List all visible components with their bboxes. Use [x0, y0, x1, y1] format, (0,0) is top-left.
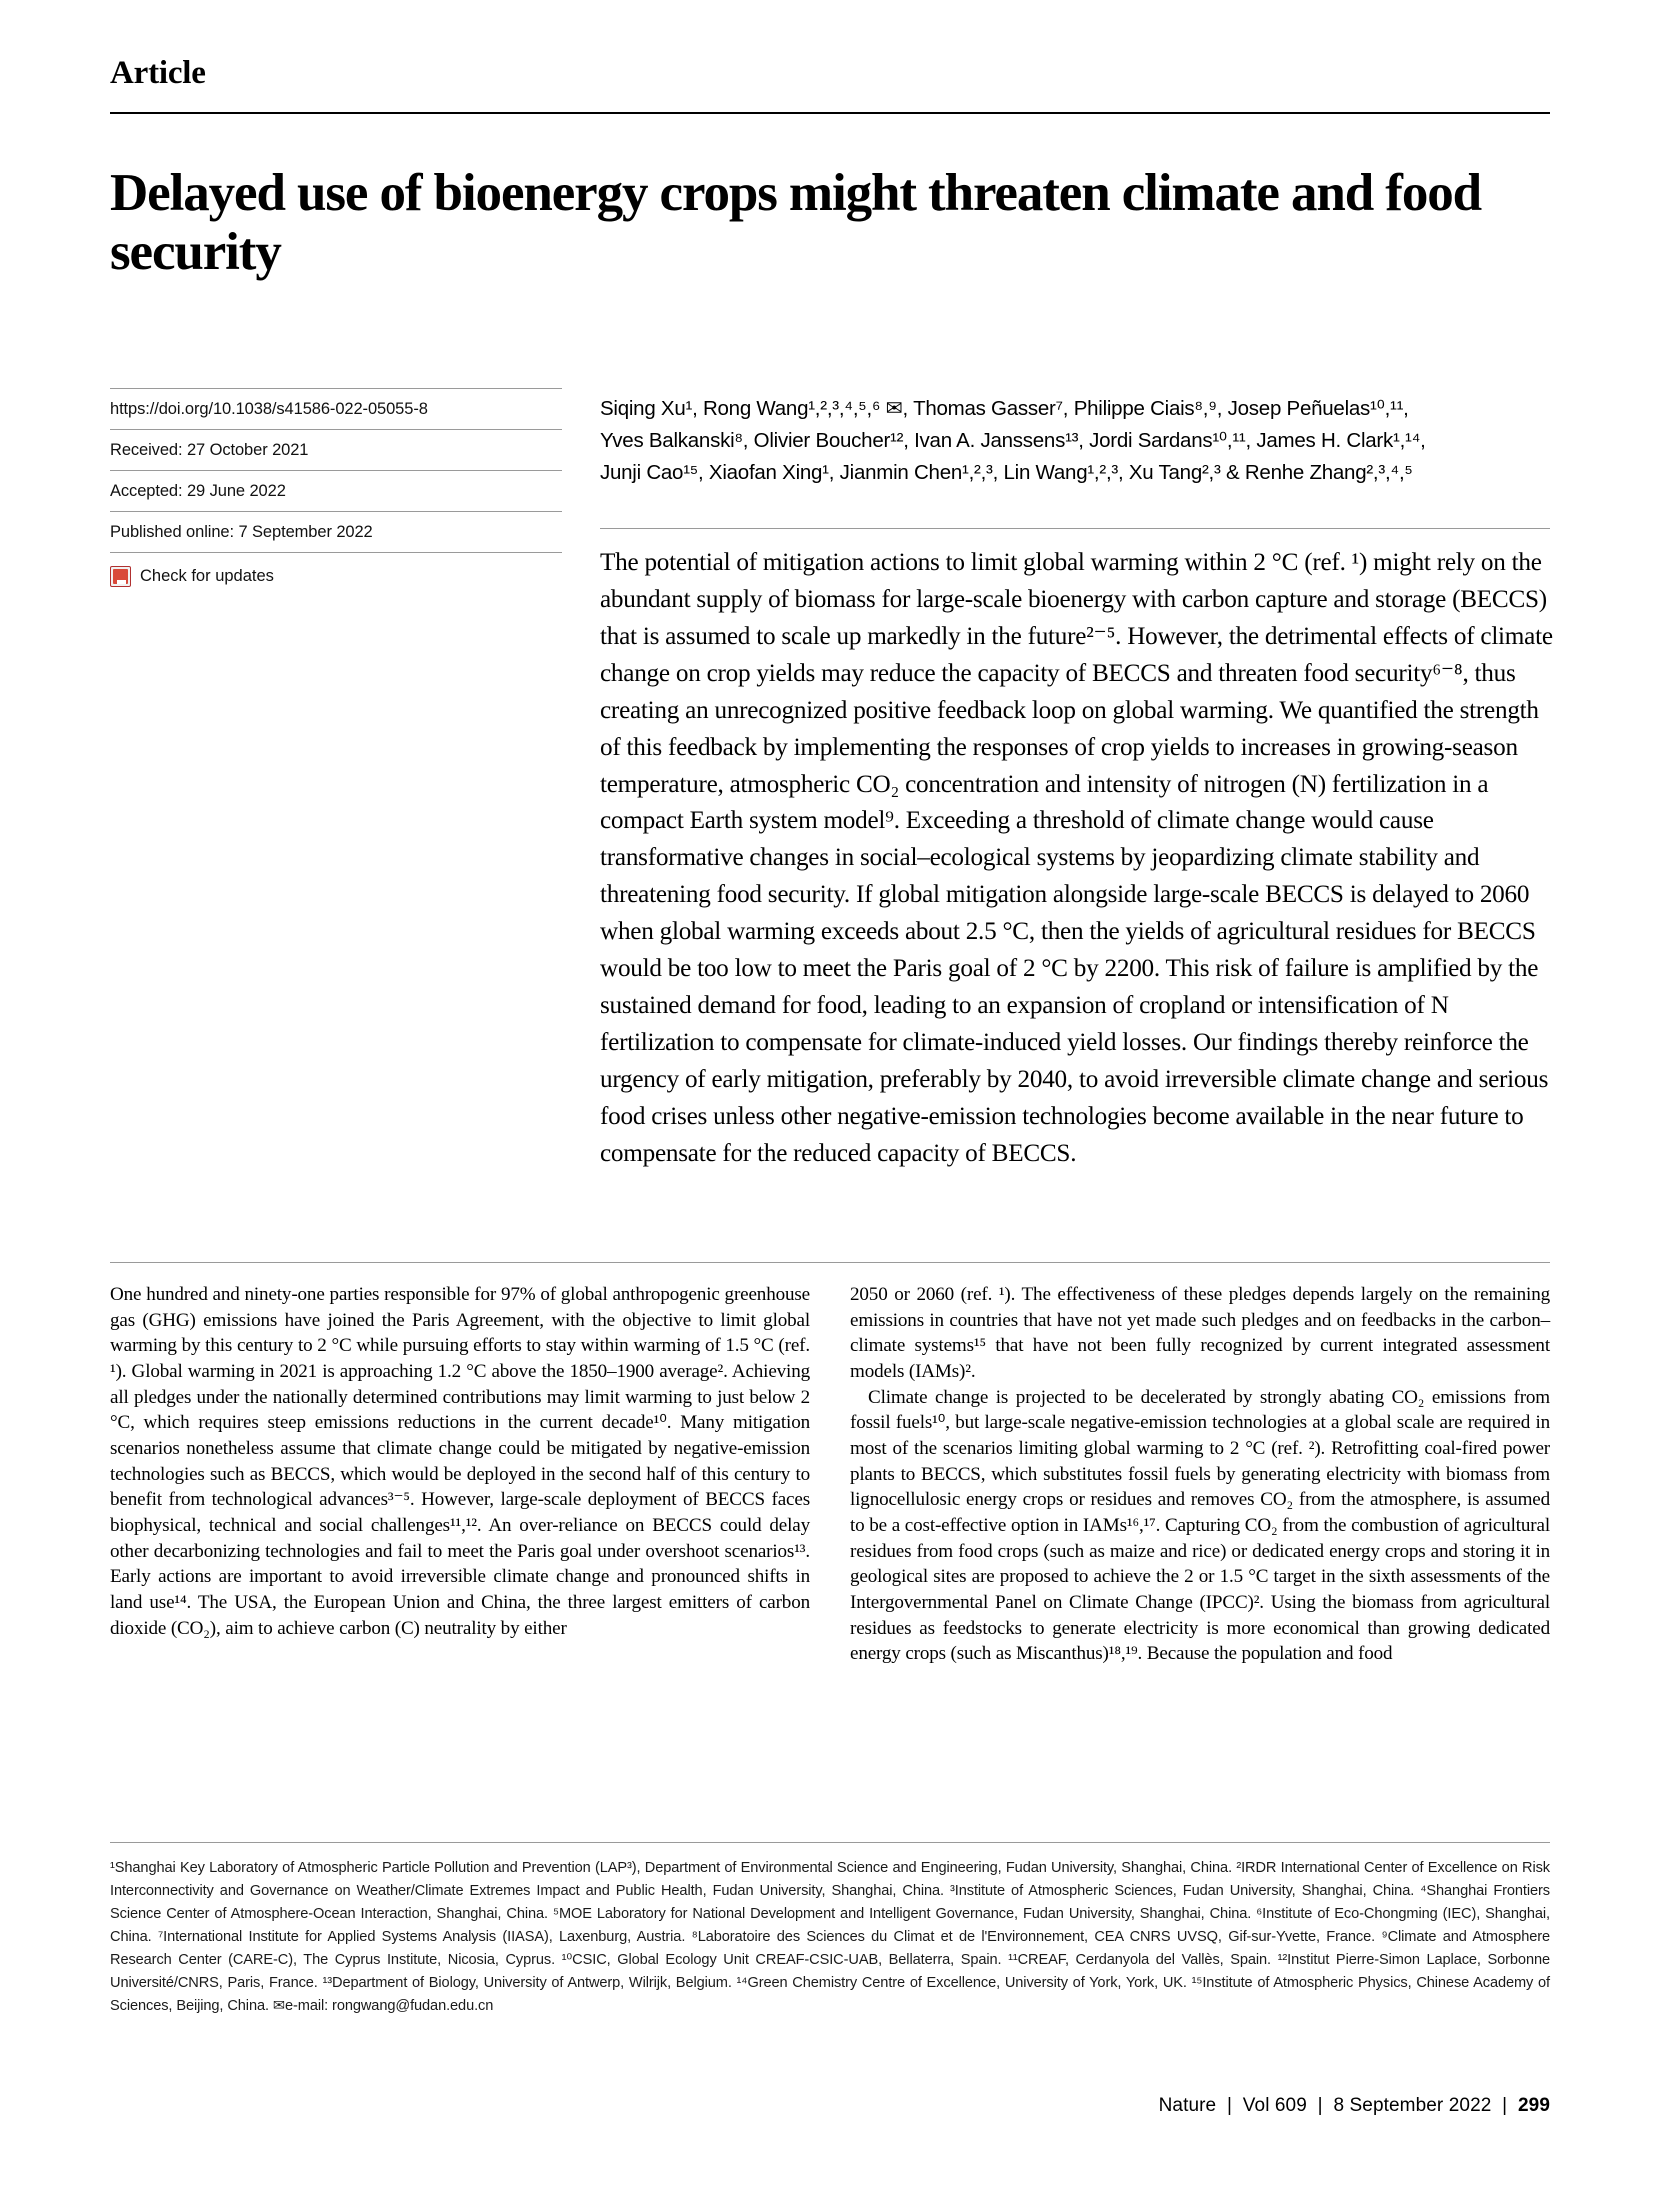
affiliations-text: ¹Shanghai Key Laboratory of Atmospheric Particle Pollution and Prevention (LAP³), Department of Environmental Science and Engineering, Fudan University, Shanghai, China. ²IRDR International Center of Excellence on Risk Interconnectivity and Governance on Weather/Climate Extremes Impact and Public Health, Fudan University, Shanghai, China. ³Institute of Atmospheric Sciences, Fudan University, Shanghai, China. ⁴Shanghai Frontiers Science Center of Atmosphere-Ocean Interaction, Shanghai, China. ⁵MOE Laboratory for National Development and Intelligent Governance, Fudan University, Shanghai, China. ⁶Institute of Eco-Chongming (IEC), Shanghai, China. ⁷International Institute for Applied Systems Analysis (IIASA), Laxenburg, Austria. ⁸Laboratoire des Sciences du Climat et de l'Environnement, CEA CNRS UVSQ, Gif-sur-Yvette, France. ⁹Climate and Atmosphere Research Center (CARE-C), The Cyprus Institute, Nicosia, Cyprus. ¹⁰CSIC, Global Ecology Unit CREAF-CSIC-UAB, Bellaterra, Spain. ¹¹CREAF, Cerdanyola del Vallès, Spain. ¹²Institut Pierre-Simon Laplace, Sorbonne Université/CNRS, Paris, France. ¹³Department of Biology, University of Antwerp, Wilrijk, Belgium. ¹⁴Green Chemistry Centre of Excellence, University of York, York, UK. ¹⁵Institute of Atmospheric Physics, Chinese Academy of Sciences, Beijing, China. ✉e-mail: rongwang@fudan.edu.cn — [110, 1860, 1550, 2015]
accepted-date: Accepted: 29 June 2022 — [110, 482, 286, 500]
article-type-label: Article — [110, 55, 206, 91]
footer-separator: | — [1496, 2095, 1513, 2116]
footer-journal: Nature — [1158, 2095, 1217, 2116]
footer-separator: | — [1221, 2095, 1238, 2116]
body-paragraph: One hundred and ninety-one parties responsible for 97% of global anthropogenic greenhouse gas (GHG) emissions have joined the Paris Agreement, with the objective to limit global warming by this century to 2 °C while pursuing efforts to stay within warming of 1.5 °C (ref. ¹). Global warming in 2021 is approaching 1.2 °C above the 1850–1900 average². Achieving all pledges under the nationally determined contributions may limit warming to just below 2 °C, which requires steep emissions reductions in the current decade¹⁰. Many mitigation scenarios nonetheless assume that climate change could be mitigated by negative-emission technologies such as BECCS, which would be deployed in the second half of this century to benefit from technological advances³⁻⁵. However, large-scale deployment of BECCS faces biophysical, technical and social challenges¹¹,¹². An over-reliance on BECCS could delay other decarbonizing technologies and fail to meet the Paris goal under overshoot scenarios¹³. Early actions are important to avoid irreversible climate change and pronounced shifts in land use¹⁴. The USA, the European Union and China, the three largest emitters of carbon dioxide (CO₂), aim to achieve carbon (C) neutrality by either — [110, 1284, 810, 1639]
received-date: Received: 27 October 2021 — [110, 441, 309, 459]
check-for-updates-label: Check for updates — [140, 567, 274, 585]
body-column-right — [850, 1282, 1550, 1667]
author-line-2: Yves Balkanski⁸, Olivier Boucher¹², Ivan A. Janssens¹³, Jordi Sardans¹⁰,¹¹, James H. Clark¹,¹⁴, — [600, 428, 1426, 452]
doi-link[interactable]: https://doi.org/10.1038/s41586-022-05055-8 — [110, 400, 428, 418]
body-paragraph: Climate change is projected to be decelerated by strongly abating CO₂ emissions from fossil fuels¹⁰, but large-scale negative-emission technologies at a global scale are required in most of the scenarios limiting global warming to 2 °C (ref. ²). Retrofitting coal-fired power plants to BECCS, which substitutes fossil fuels by generating electricity with biomass from lignocellulosic energy crops or residues and removes CO₂ from the atmosphere, is assumed to be a cost-effective option in IAMs¹⁶,¹⁷. Capturing CO₂ from the combustion of agricultural residues from food crops (such as maize and rice) or dedicated energy crops and storing it in geological sites are proposed to achieve the 2 or 1.5 °C target in the sixth assessments of the Intergovernmental Panel on Climate Change (IPCC)². Using the biomass from agricultural residues as feedstocks to generate electricity is more economical than growing dedicated energy crops (such as Miscanthus)¹⁸,¹⁹. Because the population and food — [850, 1386, 1550, 1665]
page-title: Delayed use of bioenergy crops might threaten climate and food security — [110, 163, 1482, 282]
header-divider — [110, 112, 1550, 114]
footer-date: 8 September 2022 — [1333, 2095, 1492, 2116]
abstract-text: The potential of mitigation actions to limit global warming within 2 °C (ref. ¹) might rely on the abundant supply of biomass for large-scale bioenergy with carbon capture and storage (BECCS) that is assumed to scale up markedly in the future²⁻⁵. However, the detrimental effects of climate change on crop yields may reduce the capacity of BECCS and threaten food security⁶⁻⁸, thus creating an unrecognized positive feedback loop on global warming. We quantified the strength of this feedback by implementing the responses of crop yields to increases in growing-season temperature, atmospheric CO₂ concentration and intensity of nitrogen (N) fertilization in a compact Earth system model⁹. Exceeding a threshold of climate change would cause transformative changes in social–ecological systems by jeopardizing climate stability and threatening food security. If global mitigation alongside large-scale BECCS is delayed to 2060 when global warming exceeds about 2.5 °C, then the yields of agricultural residues for BECCS would be too low to meet the Paris goal of 2 °C by 2200. This risk of failure is amplified by the sustained demand for food, leading to an expansion of cropland or intensification of N fertilization to compensate for climate-induced yield losses. Our findings thereby reinforce the urgency of early mitigation, preferably by 2040, to avoid irreversible climate change and serious food crises unless other negative-emission technologies become available in the near future to compensate for the reduced capacity of BECCS. — [600, 549, 1553, 1167]
author-line-1: Siqing Xu¹, Rong Wang¹,²,³,⁴,⁵,⁶ ✉, Thomas Gasser⁷, Philippe Ciais⁸,⁹, Josep Peñuelas¹⁰,¹¹, — [600, 397, 1409, 420]
body-divider — [110, 1262, 1550, 1263]
check-for-updates-button[interactable] — [110, 553, 562, 587]
body-paragraph: 2050 or 2060 (ref. ¹). The effectiveness of these pledges depends largely on the remaining emissions in countries that have not yet made such pledges and on feedbacks in the carbon–climate systems¹⁵ that have not been fully recognized by current integrated assessment models (IAMs)². — [850, 1284, 1550, 1383]
author-list — [600, 393, 1550, 488]
footer-page-number: 299 — [1517, 2095, 1550, 2116]
affiliations-divider — [110, 1842, 1550, 1843]
abstract-divider — [600, 528, 1550, 529]
crossmark-icon — [110, 566, 131, 587]
published-date: Published online: 7 September 2022 — [110, 523, 373, 541]
article-metadata — [110, 388, 562, 587]
page-footer — [1159, 2095, 1550, 2117]
author-line-3: Junji Cao¹⁵, Xiaofan Xing¹, Jianmin Chen¹,²,³, Lin Wang¹,²,³, Xu Tang²,³ & Renhe Zhang²,³,⁴,⁵ — [600, 460, 1413, 484]
footer-separator: | — [1312, 2095, 1329, 2116]
footer-volume: Vol 609 — [1242, 2095, 1307, 2116]
body-column-left — [110, 1282, 810, 1641]
